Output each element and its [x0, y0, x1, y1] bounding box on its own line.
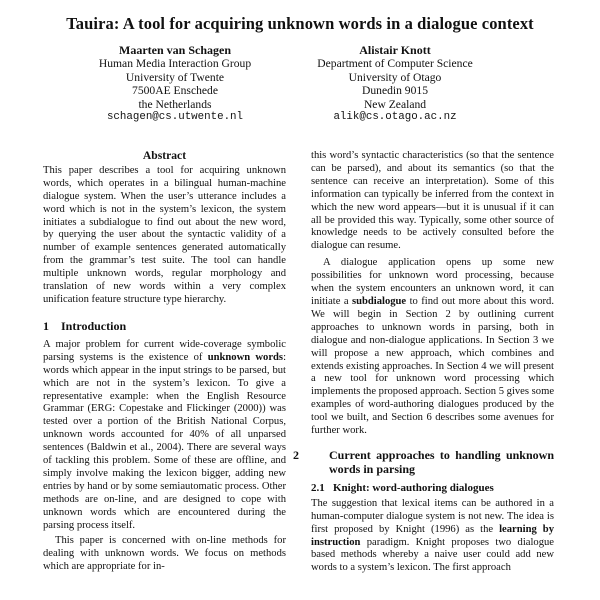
author-email[interactable]: alik@cs.otago.ac.nz [333, 111, 457, 124]
author-name: Maarten van Schagen [119, 43, 231, 57]
author-name: Alistair Knott [359, 43, 431, 57]
right-column [293, 150, 555, 575]
intro-paragraph-4: A dialogue application opens up some new possibilities for unknown word processing, because when the system encounters an unknown word, it can initiate a subdialogue to find out more about this word. We will begin in Section 2 by outlining current approaches to unknown words in parsing, both in dialogue and non-dialogue applications. In Section 3 we will propose a new approach, which combines and extends existing approaches. In Section 4 we will present a new tool for unknown word processing which implements the proposed approach. Section 5 gives some examples of word-authoring dialogues produced by the tool we built, and Section 6 describes some avenues for further work. [311, 257, 555, 437]
author-affiliation-line: the Netherlands [138, 97, 212, 111]
abstract-text: This paper describes a tool for acquiring unknown words, which operates in a bilingual human-machine dialogue system. When the user’s utterance includes a word which is not in the system’s lexicon, the system initiates a subdialogue to find out about the new word, by querying the user about the syntactic validity of a number of example sentences generated automatically from the grammar’s test suite. The tool can handle multiple unknown words, regular morphology and translation of new words within a very complex unification feature structure type hierarchy. [43, 164, 286, 305]
author-affiliation-line: University of Twente [125, 70, 225, 84]
author-affiliation-line: Human Media Interaction Group [98, 57, 252, 71]
section-number: 1 [43, 318, 49, 333]
author-block-1 [80, 44, 270, 124]
approaches-paragraph-1: The suggestion that lexical items can be authored in a human-computer dialogue system is not new. The idea is first proposed by Knight (1996) as the learning by instruction paradigm. Knight proposes two dialogue based methods whereby a naive user could add new words to a system’s lexicon. The first approach [311, 497, 554, 574]
section-heading-introduction [43, 319, 286, 333]
author-affiliation-line: New Zealand [363, 97, 427, 111]
intro-paragraph-2: This paper is concerned with on-line methods for dealing with unknown words. We focus on methods which are appropriate for in- [43, 535, 286, 573]
section-title: Introduction [61, 318, 127, 333]
section-title: Current approaches to handling unknown words in parsing [329, 447, 554, 476]
bold-term: learning by instruction [311, 523, 554, 548]
author-affiliation-line: Department of Computer Science [317, 57, 473, 71]
author-affiliation-line: University of Otago [348, 70, 442, 84]
intro-paragraph-3: this word’s syntactic characteristics (so that the sentence can be parsed), and about its semantics (so that the sentence can receive an interpretation). Some of this information can typically be inferred from the context in which the new word appears—but it is unusual if it can all be provided this way. Typically, some other source of knowledge needs to be actively consulted before the dialogue can resume. [311, 150, 554, 252]
bold-term: subdialogue [351, 295, 407, 307]
abstract-heading: Abstract [142, 149, 187, 162]
section-heading-approaches [293, 447, 554, 476]
subsection-heading-knight [311, 482, 554, 495]
intro-paragraph-1: A major problem for current wide-coverage symbolic parsing systems is the existence of unknown words: words which appear in the input strings to be parsed, but which are not in the system’s lexicon. To give a representative example: when the English Resource Grammar (ERG: Copestake and Flickinger (2000)) was tested over a portion of the British National Corpus, unknown words accounted for 40% of all unparsed sentences (Baldwin et al., 2004). There are several ways of tackling this problem. Some of these are offline, and simply involve making the lexicon bigger, adding new entries by hand or by some semiautomatic process. Other methods are on-line, and are designed to cope with unknown words which are encountered during the parsing process itself. [43, 338, 287, 531]
paper-title: Tauira: A tool for acquiring unknown words in a dialogue context [66, 14, 534, 33]
author-block-2 [310, 44, 480, 124]
bold-term: unknown words [207, 351, 284, 363]
subsection-title: Knight: word-authoring dialogues [333, 481, 494, 494]
left-column [43, 150, 286, 574]
author-affiliation-line: 7500AE Enschede [132, 84, 218, 98]
section-number: 2 [293, 447, 299, 462]
author-email[interactable]: schagen@cs.utwente.nl [106, 111, 244, 124]
author-affiliation-line: Dunedin 9015 [361, 84, 428, 98]
subsection-number: 2.1 [311, 481, 325, 494]
